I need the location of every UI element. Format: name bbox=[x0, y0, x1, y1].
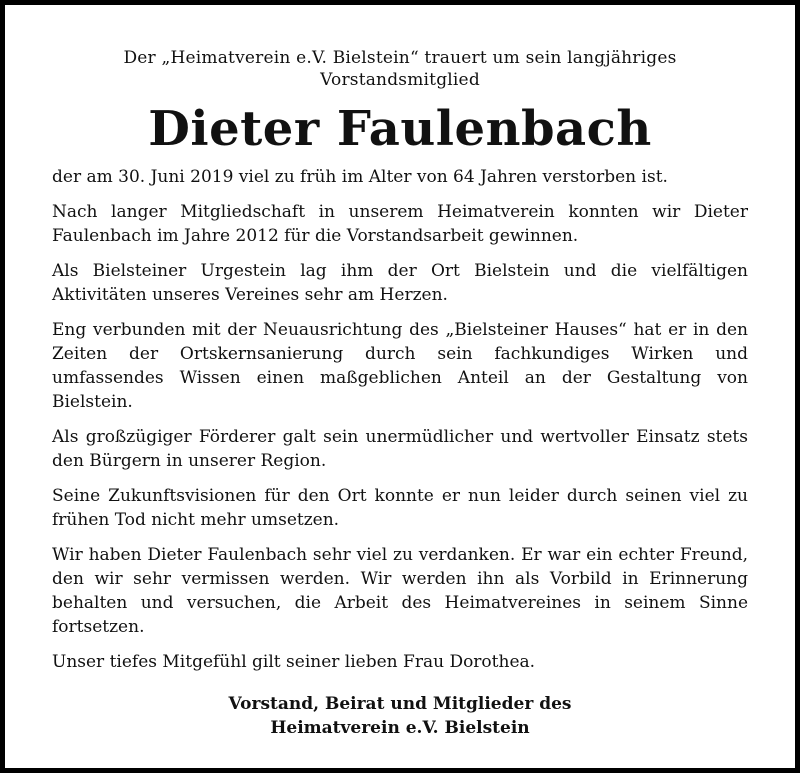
intro-line: Der „Heimatverein e.V. Bielstein“ trauert um sein langjähriges Vorstandsmitglied bbox=[123, 48, 677, 90]
paragraph-death-date: der am 30. Juni 2019 viel zu früh im Alter von 64 Jahren verstorben ist. bbox=[52, 167, 668, 187]
paragraph-visions: Seine Zukunftsvisionen für den Ort konnte er nun leider durch seinen viel zu frühen Tod nicht mehr umsetzen. bbox=[52, 486, 748, 530]
paragraph-bielsteiner-haus: Eng verbunden mit der Neuausrichtung des „Bielsteiner Hauses“ hat er in den Zeiten der Ortskernsanierung durch sein fachkundiges Wirken und umfassendes Wissen einen maßgeblichen Anteil an der Gestaltung von Bielstein. bbox=[52, 320, 748, 412]
signature-block bbox=[52, 692, 748, 740]
paragraph-condolence: Unser tiefes Mitgefühl gilt seiner lieben Frau Dorothea. bbox=[52, 652, 536, 672]
signature-line-1: Vorstand, Beirat und Mitglieder des bbox=[228, 694, 572, 714]
paragraph-gratitude: Wir haben Dieter Faulenbach sehr viel zu verdanken. Er war ein echter Freund, den wir sehr vermissen werden. Wir werden ihn als Vorbild in Erinnerung behalten und versuchen, die Arbeit des Heimatvereines in seinem Sinne fortsetzen. bbox=[52, 545, 748, 637]
signature-line-2: Heimatverein e.V. Bielstein bbox=[270, 718, 530, 738]
deceased-name: Dieter Faulenbach bbox=[148, 101, 652, 157]
paragraph-foerderer: Als großzügiger Förderer galt sein unermüdlicher und wertvoller Einsatz stets den Bürgern in unserer Region. bbox=[52, 427, 748, 471]
paragraph-bielstein: Als Bielsteiner Urgestein lag ihm der Ort Bielstein und die vielfältigen Aktivitäten unseres Vereines sehr am Herzen. bbox=[52, 261, 748, 305]
paragraph-membership: Nach langer Mitgliedschaft in unserem Heimatverein konnten wir Dieter Faulenbach im Jahre 2012 für die Vorstandsarbeit gewinnen. bbox=[52, 202, 748, 246]
